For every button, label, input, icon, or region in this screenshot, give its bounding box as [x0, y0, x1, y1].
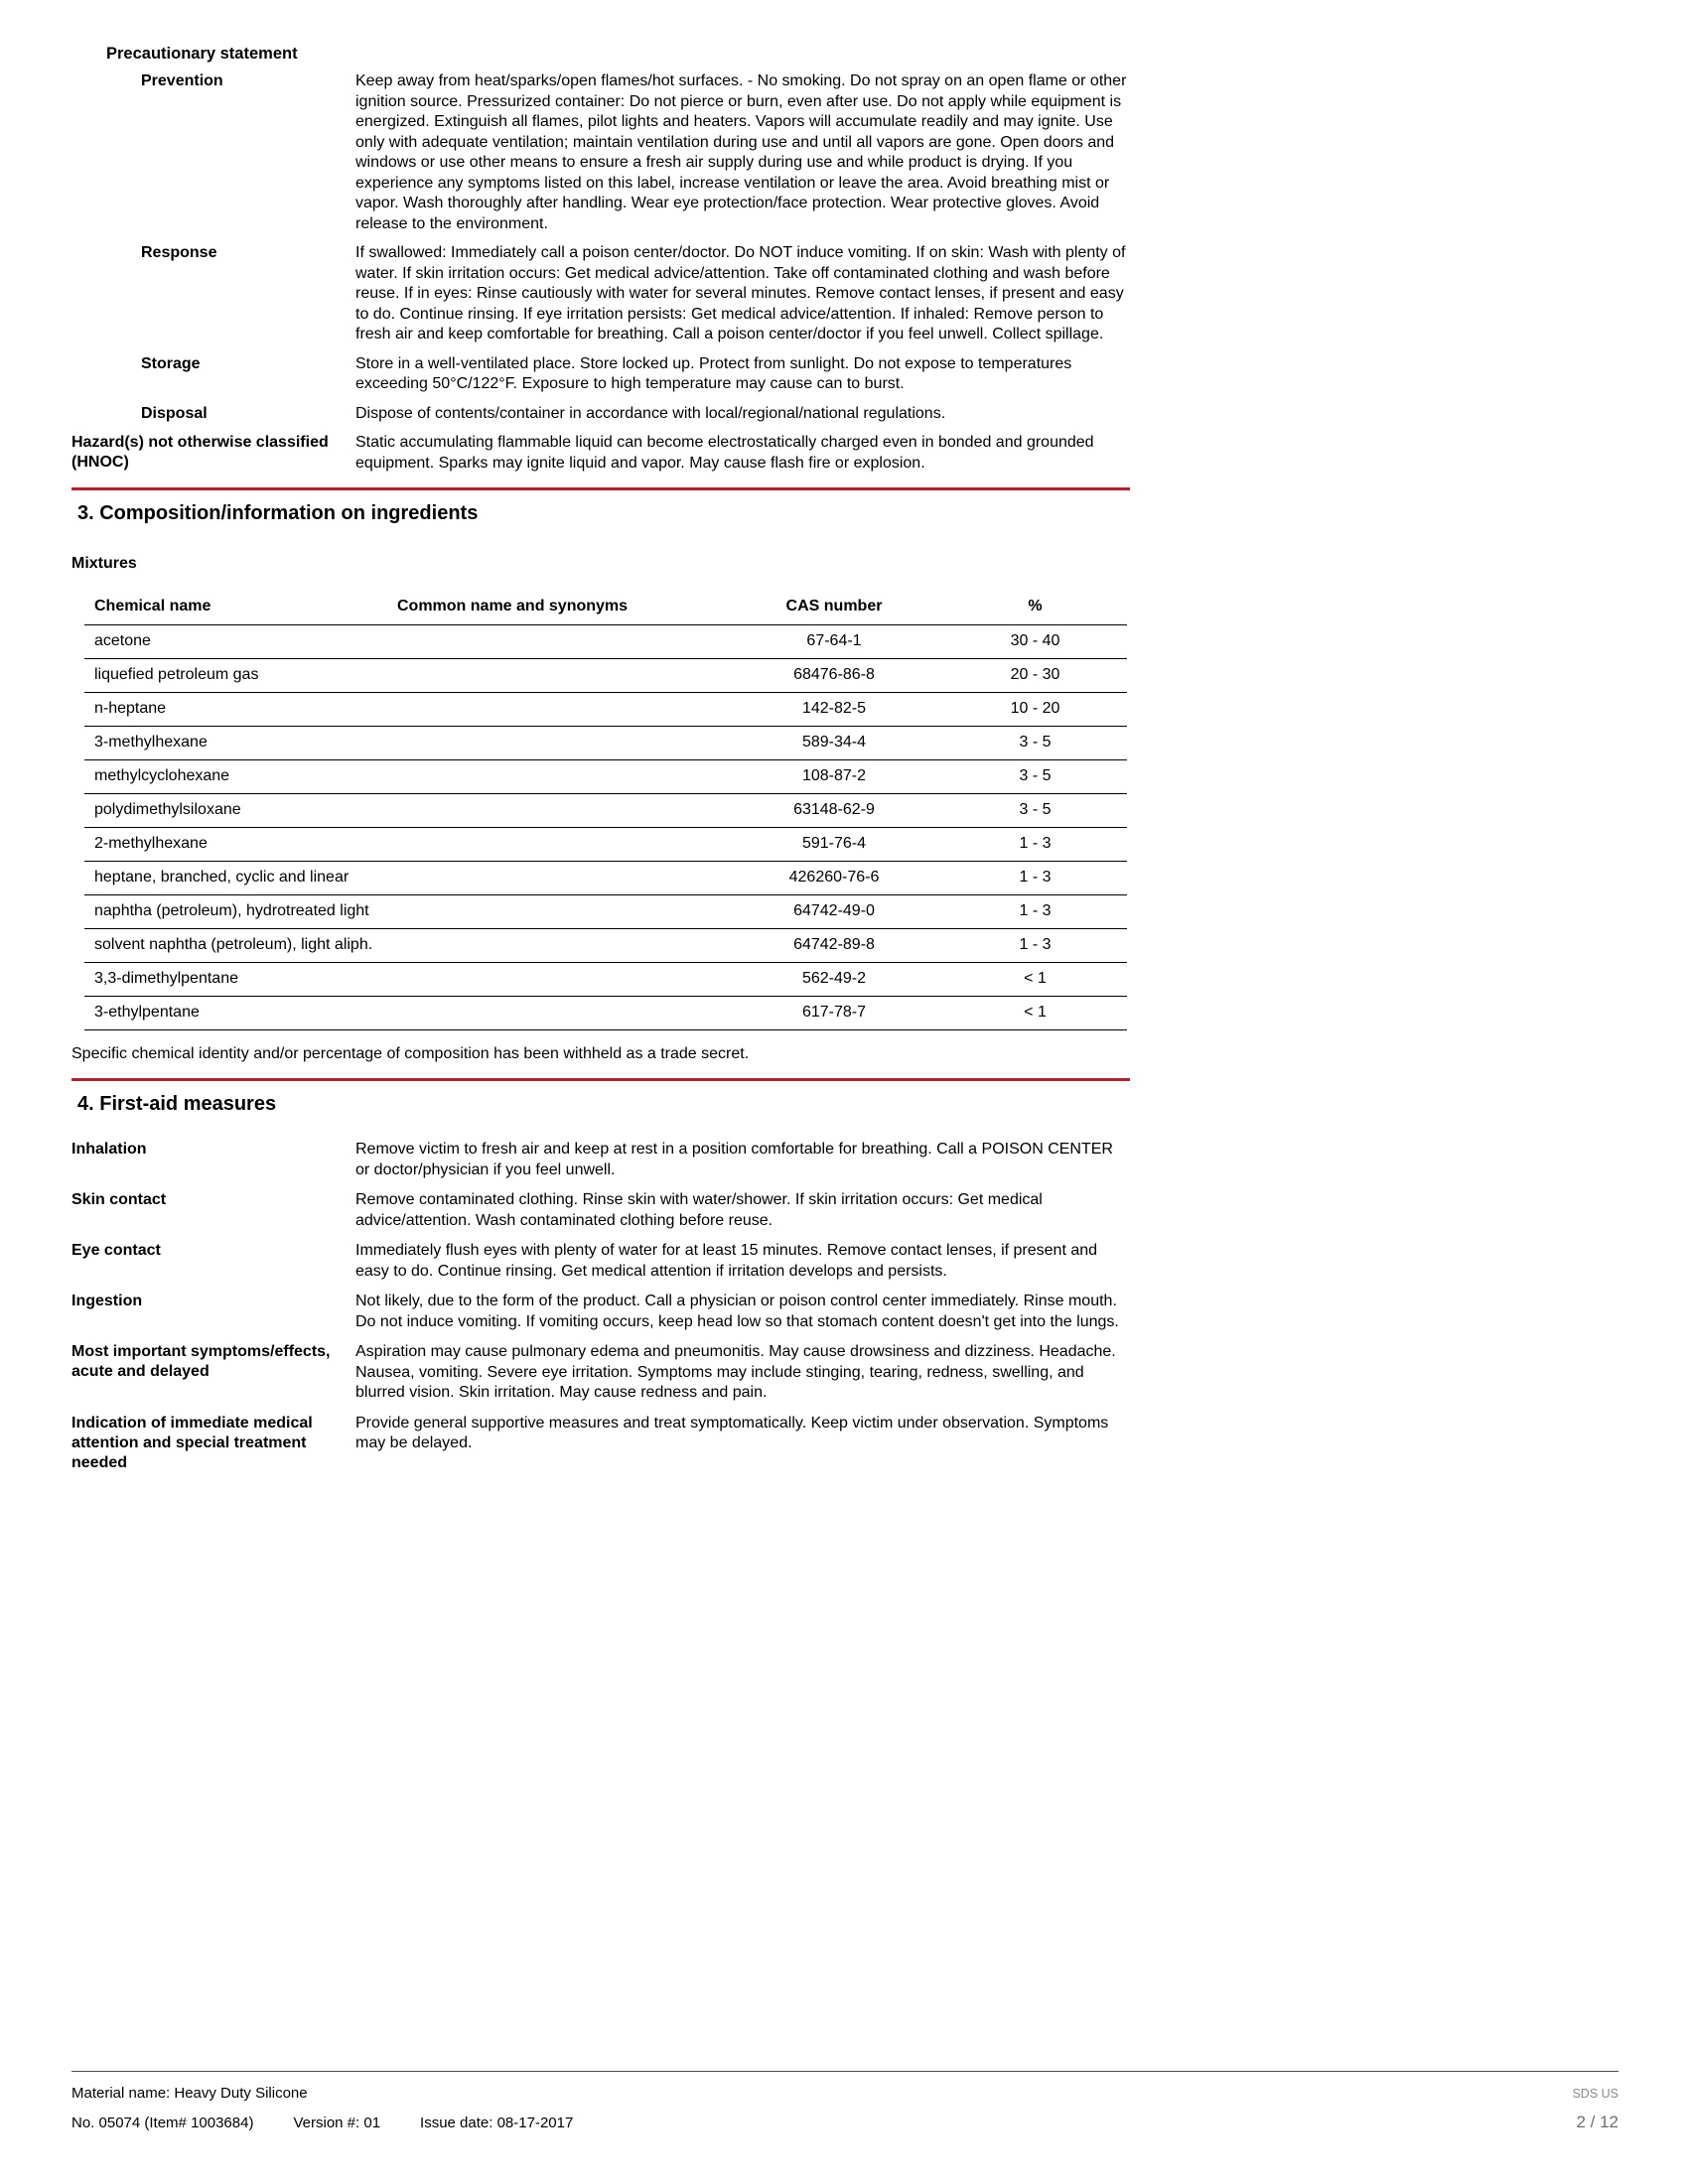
table-row — [84, 760, 1127, 794]
storage-row — [71, 354, 1130, 395]
eye-contact-row — [71, 1241, 1130, 1282]
disposal-text: Dispose of contents/container in accordance with local/regional/national regulations. — [355, 404, 946, 422]
hnoc-text: Static accumulating flammable liquid can become electrostatically charged even in bonded and grounded equipment. Sparks may ignite liquid and vapor. May cause flash fire or explosion. — [355, 434, 1094, 472]
cell-cas-number: 64742-89-8 — [725, 929, 943, 963]
column-header-percent: % — [943, 595, 1127, 625]
cell-chemical-name: solvent naphtha (petroleum), light aliph. — [84, 929, 387, 963]
skin-contact-row — [71, 1190, 1130, 1231]
cell-cas-number: 68476-86-8 — [725, 659, 943, 693]
cell-common-name — [387, 794, 725, 828]
cell-chemical-name: 3,3-dimethylpentane — [84, 963, 387, 997]
table-row — [84, 862, 1127, 895]
cell-chemical-name: n-heptane — [84, 693, 387, 727]
table-row — [84, 625, 1127, 659]
medical-attention-label: Indication of immediate medical attention and special treatment needed — [71, 1414, 313, 1471]
response-text: If swallowed: Immediately call a poison center/doctor. Do NOT induce vomiting. If on skin: Wash with plenty of water. If skin irritation occurs: Get medical advice/attention. Take off contaminated clothing and wash before reuse. If in eyes: Rinse cautiously with water for several minutes. Remove contact lenses, if present and easy to do. Continue rinsing. If eye irritation persists: Get medical advice/attention. If inhaled: Remove person to fresh air and keep comfortable for breathing. Call a poison center/doctor if you feel unwell. Collect spillage. — [355, 244, 1126, 342]
storage-text: Store in a well-ventilated place. Store locked up. Protect from sunlight. Do not expose to temperatures exceeding 50°C/122°F. Exposure to high temperature may cause can to burst. — [355, 354, 1072, 392]
cell-cas-number: 589-34-4 — [725, 727, 943, 760]
prevention-label: Prevention — [141, 72, 223, 89]
response-label: Response — [141, 244, 217, 261]
cell-chemical-name: 2-methylhexane — [84, 828, 387, 862]
prevention-text: Keep away from heat/sparks/open flames/hot surfaces. - No smoking. Do not spray on an open flame or other ignition source. Pressurized container: Do not pierce or burn, even after use. Do not apply while equipment is energized. Extinguish all flames, pilot lights and heaters. Vapors will accumulate readily and may ignite. Use only with adequate ventilation; maintain ventilation during use and until all vapors are gone. Open doors and windows or use other means to ensure a fresh air supply during use and while product is drying. If you experience any symptoms listed on this label, increase ventilation or leave the area. Avoid breathing mist or vapor. Wash thoroughly after handling. Wear eye protection/face protection. Wear protective gloves. Avoid release to the environment. — [355, 72, 1127, 232]
medical-attention-row — [71, 1414, 1130, 1473]
section-3-divider — [71, 487, 1130, 490]
symptoms-label: Most important symptoms/effects, acute and delayed — [71, 1343, 331, 1380]
cell-common-name — [387, 727, 725, 760]
prevention-row — [71, 71, 1130, 234]
table-row — [84, 794, 1127, 828]
cell-cas-number: 426260-76-6 — [725, 862, 943, 895]
footer-divider — [71, 2071, 1618, 2072]
ingestion-text: Not likely, due to the form of the product. Call a physician or poison control center immediately. Rinse mouth. Do not induce vomiting. If vomiting occurs, keep head low so that stomach content doesn't get into the lungs. — [355, 1293, 1119, 1330]
cell-chemical-name: 3-ethylpentane — [84, 997, 387, 1030]
page-number: 2 / 12 — [1576, 2113, 1618, 2131]
symptoms-row — [71, 1342, 1130, 1404]
cell-chemical-name: polydimethylsiloxane — [84, 794, 387, 828]
cell-chemical-name: liquefied petroleum gas — [84, 659, 387, 693]
section-3-title: 3. Composition/information on ingredients — [77, 502, 479, 524]
cell-percent: 1 - 3 — [943, 895, 1127, 929]
cell-percent: 30 - 40 — [943, 625, 1127, 659]
column-header-cas-number: CAS number — [725, 595, 943, 625]
cell-common-name — [387, 895, 725, 929]
cell-common-name — [387, 659, 725, 693]
issue-date: Issue date: 08-17-2017 — [420, 2115, 574, 2131]
table-row — [84, 997, 1127, 1030]
version-number: Version #: 01 — [293, 2115, 381, 2131]
cell-cas-number: 67-64-1 — [725, 625, 943, 659]
section-4-divider — [71, 1078, 1130, 1081]
cell-common-name — [387, 929, 725, 963]
inhalation-text: Remove victim to fresh air and keep at rest in a position comfortable for breathing. Call a POISON CENTER or doctor/physician if you feel unwell. — [355, 1141, 1113, 1178]
material-name: Material name: Heavy Duty Silicone — [71, 2085, 308, 2102]
cell-common-name — [387, 963, 725, 997]
cell-cas-number: 64742-49-0 — [725, 895, 943, 929]
cell-percent: 1 - 3 — [943, 929, 1127, 963]
storage-label: Storage — [141, 354, 201, 372]
table-row — [84, 828, 1127, 862]
table-row — [84, 963, 1127, 997]
cell-percent: < 1 — [943, 997, 1127, 1030]
cell-common-name — [387, 693, 725, 727]
cell-chemical-name: methylcyclohexane — [84, 760, 387, 794]
inhalation-label: Inhalation — [71, 1141, 147, 1158]
disposal-label: Disposal — [141, 404, 208, 422]
footer-line-2 — [71, 2113, 1618, 2132]
cell-cas-number: 591-76-4 — [725, 828, 943, 862]
column-header-common-name: Common name and synonyms — [387, 595, 725, 625]
precautionary-statement-heading: Precautionary statement — [106, 45, 298, 63]
disposal-row — [71, 404, 1130, 425]
section-4-title: 4. First-aid measures — [77, 1093, 277, 1115]
first-aid-items — [71, 1140, 1130, 1473]
cell-common-name — [387, 828, 725, 862]
cell-common-name — [387, 862, 725, 895]
mixtures-label: Mixtures — [71, 555, 137, 572]
hnoc-row — [71, 433, 1130, 474]
page-footer — [71, 2071, 1618, 2132]
composition-table — [84, 595, 1127, 1030]
symptoms-text: Aspiration may cause pulmonary edema and pneumonitis. May cause drowsiness and dizziness. Headache. Nausea, vomiting. Severe eye irritation. Symptoms may include stinging, tearing, redness, swelling, and blurred vision. Skin irritation. May cause redness and pain. — [355, 1343, 1116, 1401]
eye-contact-text: Immediately flush eyes with plenty of water for at least 15 minutes. Remove contact lenses, if present and easy to do. Continue rinsing. Get medical attention if irritation develops and persists. — [355, 1242, 1098, 1280]
cell-percent: 1 - 3 — [943, 862, 1127, 895]
cell-percent: 20 - 30 — [943, 659, 1127, 693]
hnoc-label: Hazard(s) not otherwise classified (HNOC) — [71, 434, 329, 471]
cell-percent: 3 - 5 — [943, 794, 1127, 828]
cell-percent: 10 - 20 — [943, 693, 1127, 727]
document-content — [71, 44, 1130, 1473]
cell-cas-number: 617-78-7 — [725, 997, 943, 1030]
document-number: No. 05074 (Item# 1003684) — [71, 2115, 254, 2131]
cell-cas-number: 108-87-2 — [725, 760, 943, 794]
cell-percent: < 1 — [943, 963, 1127, 997]
cell-chemical-name: 3-methylhexane — [84, 727, 387, 760]
table-row — [84, 929, 1127, 963]
cell-cas-number: 63148-62-9 — [725, 794, 943, 828]
cell-chemical-name: acetone — [84, 625, 387, 659]
ingestion-label: Ingestion — [71, 1293, 143, 1309]
cell-percent: 3 - 5 — [943, 727, 1127, 760]
table-header-row — [84, 595, 1127, 625]
medical-attention-text: Provide general supportive measures and treat symptomatically. Keep victim under observation. Symptoms may be delayed. — [355, 1414, 1109, 1451]
footer-line-1 — [71, 2085, 1618, 2102]
column-header-chemical-name: Chemical name — [84, 595, 387, 625]
cell-common-name — [387, 760, 725, 794]
cell-common-name — [387, 625, 725, 659]
table-row — [84, 659, 1127, 693]
cell-chemical-name: naphtha (petroleum), hydrotreated light — [84, 895, 387, 929]
eye-contact-label: Eye contact — [71, 1242, 161, 1259]
table-row — [84, 693, 1127, 727]
response-row — [71, 243, 1130, 345]
cell-chemical-name: heptane, branched, cyclic and linear — [84, 862, 387, 895]
table-row — [84, 727, 1127, 760]
cell-percent: 1 - 3 — [943, 828, 1127, 862]
cell-common-name — [387, 997, 725, 1030]
table-row — [84, 895, 1127, 929]
trade-secret-note: Specific chemical identity and/or percentage of composition has been withheld as a trade secret. — [71, 1045, 750, 1062]
cell-cas-number: 562-49-2 — [725, 963, 943, 997]
ingestion-row — [71, 1292, 1130, 1332]
inhalation-row — [71, 1140, 1130, 1180]
sds-region-label: SDS US — [1572, 2087, 1618, 2101]
cell-cas-number: 142-82-5 — [725, 693, 943, 727]
skin-contact-text: Remove contaminated clothing. Rinse skin with water/shower. If skin irritation occurs: Get medical advice/attention. Wash contaminated clothing before reuse. — [355, 1191, 1043, 1229]
footer-doc-info — [71, 2115, 573, 2131]
skin-contact-label: Skin contact — [71, 1191, 167, 1208]
cell-percent: 3 - 5 — [943, 760, 1127, 794]
